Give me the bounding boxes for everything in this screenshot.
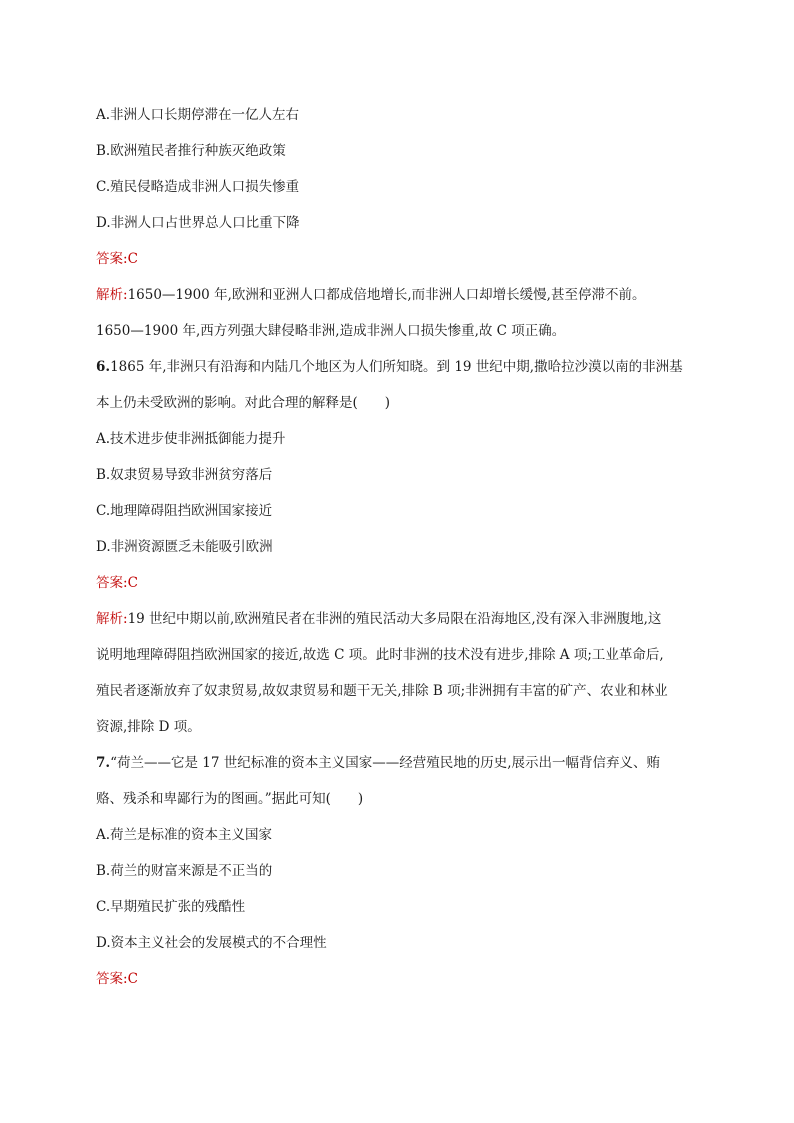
analysis-text: 1650—1900 年,欧洲和亚洲人口都成倍地增长,而非洲人口却增长缓慢,甚至停滞不前。	[127, 287, 646, 303]
q5-option-c: C.殖民侵略造成非洲人口损失惨重	[96, 179, 300, 195]
q6-analysis-line-4: 资源,排除 D 项。	[96, 719, 201, 735]
answer-value: C	[127, 971, 138, 987]
q6-option-c: C.地理障碍阻挡欧洲国家接近	[96, 503, 273, 519]
q6-option-d: D.非洲资源匮乏未能吸引欧洲	[96, 539, 273, 555]
stem-text: 1865 年,非洲只有沿海和内陆几个地区为人们所知晓。到 19 世纪中期,撒哈拉沙漠以南的非洲基	[110, 359, 683, 375]
q7-option-a: A.荷兰是标准的资本主义国家	[96, 827, 273, 843]
q5-option-a: A.非洲人口长期停滞在一亿人左右	[96, 107, 300, 123]
q6-analysis-line-1	[96, 610, 661, 628]
analysis-label: 解析:	[96, 287, 128, 303]
q6-option-a: A.技术进步使非洲抵御能力提升	[96, 431, 286, 447]
q7-stem-line-2: 赂、残杀和卑鄙行为的图画。”据此可知( )	[96, 791, 364, 807]
q5-analysis-line-1	[96, 286, 645, 304]
q5-option-b: B.欧洲殖民者推行种族灭绝政策	[96, 143, 286, 159]
analysis-text: 19 世纪中期以前,欧洲殖民者在非洲的殖民活动大多局限在沿海地区,没有深入非洲腹地,这	[127, 611, 662, 627]
stem-text: “荷兰——它是 17 世纪标准的资本主义国家——经营殖民地的历史,展示出一幅背信弃义、贿	[110, 755, 661, 771]
q7-answer	[96, 970, 138, 988]
answer-label: 答案:	[96, 251, 128, 267]
answer-label: 答案:	[96, 575, 128, 591]
q5-option-d: D.非洲人口占世界总人口比重下降	[96, 215, 300, 231]
question-number: 6.	[96, 359, 111, 375]
question-number: 7.	[96, 755, 111, 771]
q7-option-d: D.资本主义社会的发展模式的不合理性	[96, 935, 327, 951]
q6-stem-line-1	[96, 358, 683, 376]
answer-value: C	[127, 251, 138, 267]
q6-stem-line-2: 本上仍未受欧洲的影响。对此合理的解释是( )	[96, 395, 391, 411]
q6-option-b: B.奴隶贸易导致非洲贫穷落后	[96, 467, 273, 483]
analysis-label: 解析:	[96, 611, 128, 627]
q5-analysis-line-2: 1650—1900 年,西方列强大肆侵略非洲,造成非洲人口损失惨重,故 C 项正确。	[96, 323, 566, 339]
q6-answer	[96, 574, 138, 592]
q7-option-b: B.荷兰的财富来源是不正当的	[96, 863, 273, 879]
q6-analysis-line-2: 说明地理障碍阻挡欧洲国家的接近,故选 C 项。此时非洲的技术没有进步,排除 A 项;工业革命后,	[96, 647, 664, 663]
answer-value: C	[127, 575, 138, 591]
q7-stem-line-1	[96, 754, 660, 772]
q5-answer	[96, 250, 138, 268]
q6-analysis-line-3: 殖民者逐渐放弃了奴隶贸易,故奴隶贸易和题干无关,排除 B 项;非洲拥有丰富的矿产、农业和林业	[96, 683, 668, 699]
answer-label: 答案:	[96, 971, 128, 987]
q7-option-c: C.早期殖民扩张的残酷性	[96, 899, 246, 915]
